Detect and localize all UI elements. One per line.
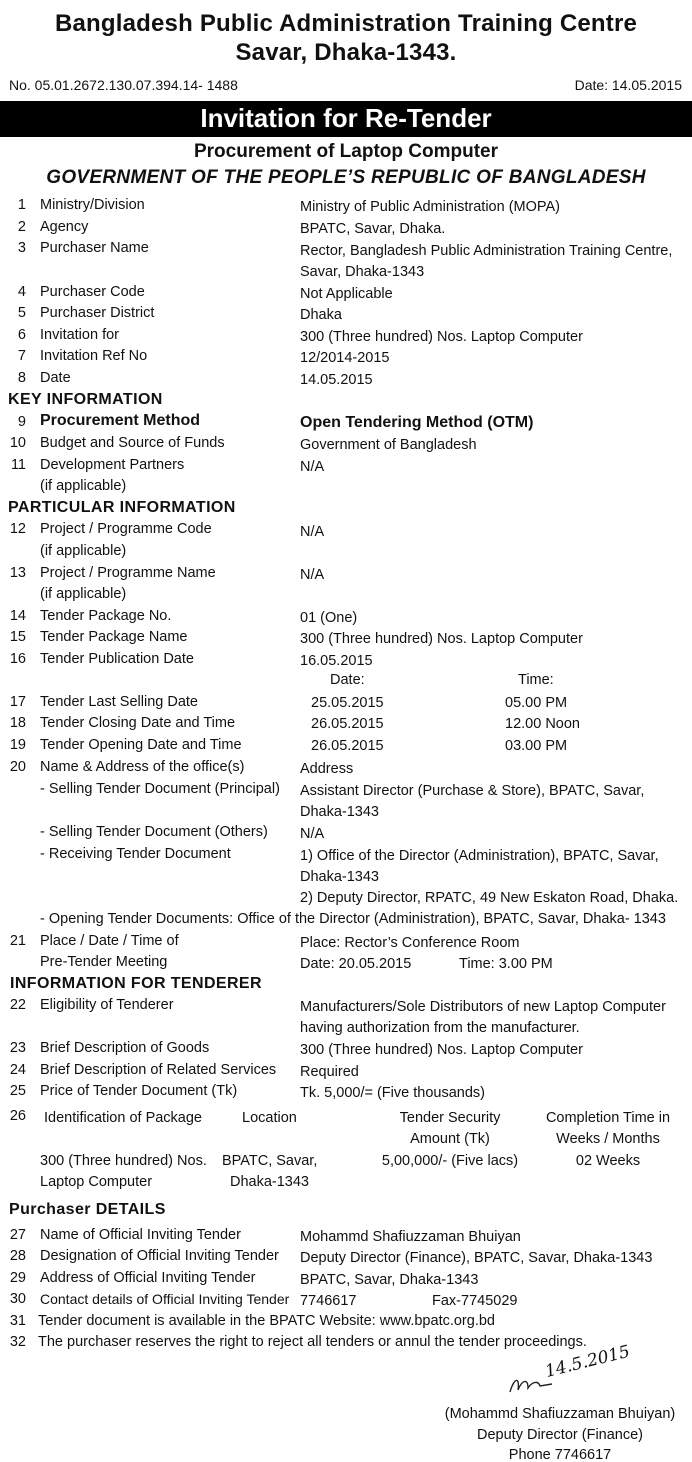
item-label: Pre-Tender Meeting [40, 954, 168, 970]
item-number: 8 [17, 370, 26, 386]
package-header-location: Location [242, 1110, 297, 1126]
reservation-notice: The purchaser reserves the right to reject all tenders or annul the tender proceedings. [38, 1334, 587, 1350]
item-number: 28 [9, 1248, 26, 1264]
signatory-name: (Mohammd Shafiuzzaman Bhuiyan) [444, 1406, 676, 1422]
reference-number: No. 05.01.2672.130.07.394.14- 1488 [9, 77, 238, 93]
item-number: 3 [17, 240, 26, 256]
item-label: Tender Package Name [40, 629, 188, 645]
item-value: Rector, Bangladesh Public Administration Training Centre, [300, 243, 673, 259]
item-label: Tender Publication Date [40, 651, 194, 667]
item-value: Tk. 5,000/= (Five thousands) [300, 1085, 485, 1101]
item-label: Agency [40, 219, 89, 235]
item-value: Mohammd Shafiuzzaman Bhuiyan [300, 1229, 521, 1245]
organization-address: Savar, Dhaka-1343. [235, 39, 457, 66]
item-label: Brief Description of Goods [40, 1040, 210, 1056]
section-heading-particular-information: PARTICULAR INFORMATION [8, 499, 236, 516]
item-value: Manufacturers/Sole Distributors of new Laptop Computer [300, 999, 666, 1015]
item-value: BPATC, Savar, Dhaka. [300, 221, 446, 237]
item-value: Deputy Director (Finance), BPATC, Savar, Dhaka-1343 [300, 1250, 653, 1266]
section-heading-purchaser-details: Purchaser DETAILS [9, 1201, 166, 1218]
item-number: 23 [9, 1040, 26, 1056]
item-value: BPATC, Savar, Dhaka-1343 [300, 1272, 479, 1288]
item-label: Price of Tender Document (Tk) [40, 1083, 238, 1099]
item-number: 16 [9, 651, 26, 667]
item-value: N/A [300, 459, 325, 475]
item-value: 12/2014-2015 [300, 350, 390, 366]
item-number: 32 [9, 1334, 26, 1350]
item-value: Required [300, 1064, 359, 1080]
item-number: 15 [9, 629, 26, 645]
item-value: Ministry of Public Administration (MOPA) [300, 199, 560, 215]
item-number: 4 [17, 284, 26, 300]
office-value: Dhaka-1343 [300, 804, 379, 820]
item-number: 6 [17, 327, 26, 343]
item-number: 12 [9, 521, 26, 537]
item-number: 19 [9, 737, 26, 753]
government-heading: GOVERNMENT OF THE PEOPLE’S REPUBLIC OF BANGLADESH [46, 167, 646, 188]
item-label: Brief Description of Related Services [40, 1062, 277, 1078]
office-label: - Receiving Tender Document [40, 846, 231, 862]
signatory-phone: Phone 7746617 [508, 1447, 612, 1462]
office-value: N/A [300, 826, 325, 842]
item-number: 2 [17, 219, 26, 235]
item-number: 10 [9, 435, 26, 451]
item-time: 05.00 PM [505, 695, 568, 711]
item-label: Name & Address of the office(s) [40, 759, 245, 775]
item-number: 17 [9, 694, 26, 710]
package-completion-time: 02 Weeks [575, 1153, 641, 1169]
date-column-header: Date: [330, 672, 365, 688]
package-location: BPATC, Savar, [222, 1153, 318, 1169]
item-number: 22 [9, 997, 26, 1013]
item-time: 03.00 PM [505, 738, 568, 754]
item-number: 14 [9, 608, 26, 624]
item-number: 30 [9, 1291, 26, 1307]
contact-fax: Fax-7745029 [432, 1293, 518, 1309]
banner-title: Invitation for Re-Tender [200, 103, 492, 133]
office-value: Assistant Director (Purchase & Store), BPATC, Savar, [300, 783, 645, 799]
item-number: 20 [9, 759, 26, 775]
item-date: 26.05.2015 [311, 738, 384, 754]
item-number: 31 [9, 1313, 26, 1329]
office-label: - Selling Tender Document (Principal) [40, 781, 280, 797]
item-number: 18 [9, 715, 26, 731]
procurement-subtitle: Procurement of Laptop Computer [193, 141, 498, 162]
item-label: Address of Official Inviting Tender [40, 1270, 256, 1286]
item-number: 29 [9, 1270, 26, 1286]
item-number: 26 [9, 1108, 26, 1124]
item-number: 9 [17, 414, 26, 430]
section-heading-key-information: KEY INFORMATION [8, 391, 163, 408]
item-label: Eligibility of Tenderer [40, 997, 174, 1013]
meeting-time: Time: 3.00 PM [459, 956, 553, 972]
item-label-note: (if applicable) [40, 586, 127, 602]
notice-date: Date: 14.05.2015 [574, 77, 682, 93]
item-value: Not Applicable [300, 286, 393, 302]
item-number: 21 [9, 933, 26, 949]
office-label: - Selling Tender Document (Others) [40, 824, 268, 840]
item-label-note: (if applicable) [40, 543, 127, 559]
item-number: 25 [9, 1083, 26, 1099]
item-value: Dhaka [300, 307, 342, 323]
package-security-amount: 5,00,000/- (Five lacs) [381, 1153, 519, 1169]
item-value: Savar, Dhaka-1343 [300, 264, 425, 280]
item-value: 300 (Three hundred) Nos. Laptop Computer [300, 329, 583, 345]
time-column-header: Time: [518, 672, 554, 688]
item-value: N/A [300, 524, 325, 540]
item-number: 24 [9, 1062, 26, 1078]
item-label: Purchaser Code [40, 284, 145, 300]
opening-documents: - Opening Tender Documents: Office of the Director (Administration), BPATC, Savar, Dhaka- 1343 [40, 911, 666, 927]
item-label: Designation of Official Inviting Tender [40, 1248, 279, 1264]
item-label: Purchaser Name [40, 240, 149, 256]
organization-name: Bangladesh Public Administration Training Centre [54, 10, 638, 37]
item-label: Tender Opening Date and Time [40, 737, 242, 753]
item-label: Name of Official Inviting Tender [40, 1227, 241, 1243]
item-number: 27 [9, 1227, 26, 1243]
contact-phone: 7746617 [300, 1293, 357, 1309]
item-label: Purchaser District [40, 305, 155, 321]
item-date: 25.05.2015 [311, 695, 384, 711]
item-time: 12.00 Noon [505, 716, 580, 732]
item-label: Place / Date / Time of [40, 933, 179, 949]
item-value: Open Tendering Method (OTM) [300, 414, 534, 431]
package-header-security-amount: Amount (Tk) [410, 1131, 490, 1147]
package-header-identification: Identification of Package [44, 1110, 202, 1126]
item-label: Invitation Ref No [40, 348, 148, 364]
item-number: 5 [17, 305, 26, 321]
package-identification: Laptop Computer [40, 1174, 153, 1190]
item-label: Tender Package No. [40, 608, 172, 624]
item-value: N/A [300, 567, 325, 583]
item-label: Tender Last Selling Date [40, 694, 198, 710]
item-number: 11 [10, 457, 26, 473]
handwritten-date: 14.5.2015 [543, 1341, 632, 1382]
item-value: Place: Rector’s Conference Room [300, 935, 520, 951]
item-label: Contact details of Official Inviting Tender [40, 1291, 290, 1307]
office-value: Dhaka-1343 [300, 869, 379, 885]
item-value: 14.05.2015 [300, 372, 373, 388]
item-number: 13 [9, 565, 26, 581]
item-label: Budget and Source of Funds [40, 435, 225, 451]
item-number: 7 [17, 348, 26, 364]
item-value: Address [300, 761, 354, 777]
item-value: 300 (Three hundred) Nos. Laptop Computer [300, 631, 583, 647]
item-date: 26.05.2015 [311, 716, 384, 732]
website-notice: Tender document is available in the BPATC Website: www.bpatc.org.bd [38, 1313, 495, 1329]
item-label: Procurement Method [40, 412, 201, 429]
item-number: 1 [17, 197, 26, 213]
item-value: 16.05.2015 [300, 653, 373, 669]
office-value: 2) Deputy Director, RPATC, 49 New Eskaton Road, Dhaka. [300, 890, 679, 906]
item-label: Date [40, 370, 71, 386]
item-label: Project / Programme Name [40, 565, 216, 581]
section-heading-information-for-tenderer: INFORMATION FOR TENDERER [10, 975, 262, 992]
item-value: having authorization from the manufacturer. [300, 1020, 580, 1036]
item-label: Development Partners [40, 457, 185, 473]
item-label: Tender Closing Date and Time [40, 715, 236, 731]
item-value: Government of Bangladesh [300, 437, 477, 453]
item-label: Project / Programme Code [40, 521, 212, 537]
package-location: Dhaka-1343 [230, 1174, 309, 1190]
package-header-completion-unit: Weeks / Months [556, 1131, 660, 1147]
package-identification: 300 (Three hundred) Nos. [40, 1153, 207, 1169]
item-value: 01 (One) [300, 610, 358, 626]
item-value: 300 (Three hundred) Nos. Laptop Computer [300, 1042, 583, 1058]
item-label: Ministry/Division [40, 197, 145, 213]
item-label: Invitation for [40, 327, 119, 343]
package-header-security: Tender Security [399, 1110, 501, 1126]
signatory-title: Deputy Director (Finance) [477, 1427, 643, 1443]
package-header-completion: Completion Time in [545, 1110, 671, 1126]
meeting-date: Date: 20.05.2015 [300, 956, 412, 972]
office-value: 1) Office of the Director (Administration), BPATC, Savar, [300, 848, 659, 864]
item-label-note: (if applicable) [40, 478, 127, 494]
